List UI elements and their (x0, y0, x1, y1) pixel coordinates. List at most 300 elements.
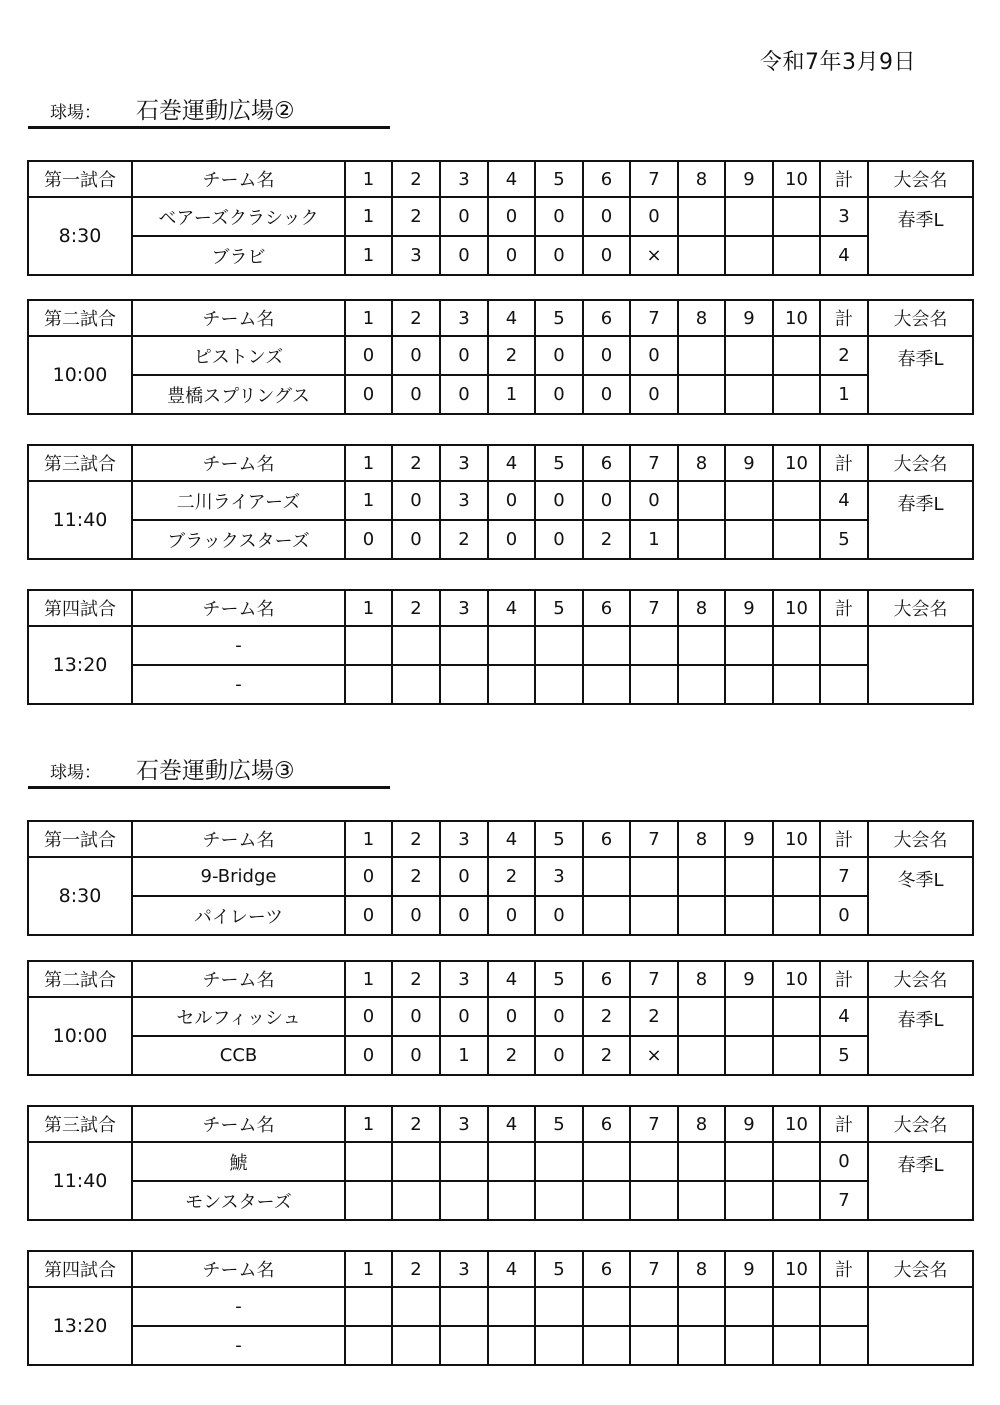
inning-score: 0 (535, 520, 583, 559)
inning-score (535, 665, 583, 704)
team-name: パイレーツ (132, 896, 345, 935)
inning-score (345, 1287, 392, 1326)
inning-score: 0 (392, 1036, 440, 1075)
inning-score (725, 236, 773, 275)
tournament-name: 春季L (868, 997, 973, 1075)
inning-score (725, 1142, 773, 1181)
total-score: 5 (820, 520, 868, 559)
inning-header: 10 (773, 590, 820, 626)
inning-header: 5 (535, 300, 583, 336)
game-label: 第四試合 (28, 1251, 132, 1287)
team-row (28, 1181, 973, 1220)
inning-score: 0 (345, 896, 392, 935)
inning-header: 2 (392, 1251, 440, 1287)
inning-score: 1 (345, 481, 392, 520)
venue-label: 球場： (50, 763, 101, 783)
game-header-row (28, 821, 973, 857)
inning-score: 2 (583, 1036, 630, 1075)
inning-score: 0 (392, 375, 440, 414)
inning-score (630, 1142, 678, 1181)
game-label: 第三試合 (28, 1106, 132, 1142)
total-score: 4 (820, 236, 868, 275)
inning-header: 10 (773, 445, 820, 481)
inning-header: 4 (488, 821, 535, 857)
inning-score (583, 1142, 630, 1181)
inning-score (583, 626, 630, 665)
inning-score: 0 (535, 896, 583, 935)
team-row (28, 481, 973, 520)
total-score: 0 (820, 1142, 868, 1181)
inning-score (583, 1326, 630, 1365)
inning-score (440, 1326, 488, 1365)
inning-score (773, 1142, 820, 1181)
inning-header: 1 (345, 445, 392, 481)
game-header-row (28, 1251, 973, 1287)
inning-header: 9 (725, 1251, 773, 1287)
inning-header: 6 (583, 961, 630, 997)
inning-header: 9 (725, 590, 773, 626)
game-label: 第二試合 (28, 300, 132, 336)
inning-score (535, 1326, 583, 1365)
total-score: 4 (820, 997, 868, 1036)
inning-score: 0 (535, 481, 583, 520)
inning-header: 1 (345, 821, 392, 857)
inning-header: 6 (583, 1106, 630, 1142)
inning-header: 3 (440, 1251, 488, 1287)
inning-score: 2 (392, 197, 440, 236)
inning-score: 1 (488, 375, 535, 414)
tournament-name: 春季L (868, 481, 973, 559)
inning-score: 0 (345, 997, 392, 1036)
inning-score (630, 626, 678, 665)
total-score: 4 (820, 481, 868, 520)
total-header: 計 (820, 300, 868, 336)
inning-header: 9 (725, 1106, 773, 1142)
inning-score (678, 857, 725, 896)
team-row (28, 626, 973, 665)
inning-score (345, 626, 392, 665)
inning-score: 0 (583, 375, 630, 414)
inning-header: 1 (345, 590, 392, 626)
tournament-name (868, 1287, 973, 1365)
inning-header: 3 (440, 590, 488, 626)
inning-score (773, 665, 820, 704)
total-score (820, 665, 868, 704)
game-table (27, 299, 974, 415)
inning-header: 2 (392, 161, 440, 197)
team-name: ベアーズクラシック (132, 197, 345, 236)
inning-score (773, 375, 820, 414)
inning-score (440, 1142, 488, 1181)
team-column-header: チーム名 (132, 300, 345, 336)
inning-header: 10 (773, 961, 820, 997)
game-header-row (28, 300, 973, 336)
inning-header: 9 (725, 161, 773, 197)
inning-header: 10 (773, 1106, 820, 1142)
inning-score (583, 1287, 630, 1326)
inning-score: 2 (488, 1036, 535, 1075)
game-table (27, 960, 974, 1076)
team-row (28, 236, 973, 275)
inning-score: 0 (440, 336, 488, 375)
team-name: ブラックスターズ (132, 520, 345, 559)
inning-score: 2 (583, 997, 630, 1036)
inning-score: 0 (488, 236, 535, 275)
total-score: 0 (820, 896, 868, 935)
inning-header: 7 (630, 590, 678, 626)
inning-score (773, 197, 820, 236)
inning-header: 5 (535, 1106, 583, 1142)
inning-header: 1 (345, 1106, 392, 1142)
inning-score (725, 896, 773, 935)
inning-score (725, 997, 773, 1036)
team-name: セルフィッシュ (132, 997, 345, 1036)
team-name: モンスターズ (132, 1181, 345, 1220)
inning-header: 4 (488, 590, 535, 626)
inning-score (773, 1326, 820, 1365)
inning-score (725, 665, 773, 704)
total-score: 3 (820, 197, 868, 236)
total-score (820, 1287, 868, 1326)
inning-score (392, 626, 440, 665)
team-column-header: チーム名 (132, 1251, 345, 1287)
tournament-name: 冬季L (868, 857, 973, 935)
tournament-name: 春季L (868, 1142, 973, 1220)
inning-header: 5 (535, 161, 583, 197)
inning-score (535, 1181, 583, 1220)
game-time: 10:00 (28, 336, 132, 414)
inning-header: 7 (630, 1251, 678, 1287)
inning-header: 8 (678, 821, 725, 857)
team-column-header: チーム名 (132, 961, 345, 997)
inning-score: 0 (392, 520, 440, 559)
team-name: ピストンズ (132, 336, 345, 375)
inning-score (392, 665, 440, 704)
inning-header: 8 (678, 300, 725, 336)
game-table (27, 589, 974, 705)
inning-score: 0 (440, 197, 488, 236)
tournament-header: 大会名 (868, 1251, 973, 1287)
total-header: 計 (820, 445, 868, 481)
total-header: 計 (820, 961, 868, 997)
inning-score: 3 (392, 236, 440, 275)
inning-score: 1 (630, 520, 678, 559)
game-label: 第二試合 (28, 961, 132, 997)
tournament-header: 大会名 (868, 300, 973, 336)
total-score: 7 (820, 857, 868, 896)
inning-score (725, 197, 773, 236)
team-row (28, 896, 973, 935)
team-name: 9-Bridge (132, 857, 345, 896)
inning-score: 0 (345, 375, 392, 414)
inning-score: 0 (535, 197, 583, 236)
game-header-row (28, 590, 973, 626)
venue-name: 石巻運動広場② (136, 98, 295, 124)
inning-score (678, 665, 725, 704)
inning-score: 0 (488, 997, 535, 1036)
inning-score: 0 (392, 336, 440, 375)
venue-header (28, 752, 390, 789)
team-name: 鯱 (132, 1142, 345, 1181)
inning-score: 0 (583, 481, 630, 520)
venue-label: 球場： (50, 103, 101, 123)
team-column-header: チーム名 (132, 821, 345, 857)
inning-score: 0 (392, 896, 440, 935)
inning-header: 3 (440, 961, 488, 997)
inning-score (630, 665, 678, 704)
inning-score: 2 (630, 997, 678, 1036)
team-row (28, 997, 973, 1036)
inning-header: 8 (678, 1106, 725, 1142)
inning-score: 0 (535, 236, 583, 275)
inning-score: 0 (440, 236, 488, 275)
game-label: 第四試合 (28, 590, 132, 626)
inning-score (773, 626, 820, 665)
game-time: 8:30 (28, 197, 132, 275)
inning-header: 9 (725, 821, 773, 857)
inning-header: 5 (535, 590, 583, 626)
team-name: - (132, 1326, 345, 1365)
inning-score: 0 (630, 481, 678, 520)
inning-score (678, 626, 725, 665)
game-header-row (28, 961, 973, 997)
inning-score (773, 857, 820, 896)
inning-score: 0 (345, 336, 392, 375)
game-label: 第一試合 (28, 161, 132, 197)
schedule-date: 令和7年3月9日 (760, 50, 916, 75)
inning-score: 2 (583, 520, 630, 559)
inning-score (678, 1326, 725, 1365)
tournament-header: 大会名 (868, 961, 973, 997)
inning-score: 0 (583, 336, 630, 375)
inning-header: 2 (392, 300, 440, 336)
inning-score (392, 1287, 440, 1326)
inning-score: 0 (535, 375, 583, 414)
inning-score (488, 1181, 535, 1220)
game-time: 11:40 (28, 1142, 132, 1220)
game-table (27, 1105, 974, 1221)
inning-score (773, 1036, 820, 1075)
total-score: 2 (820, 336, 868, 375)
inning-header: 8 (678, 445, 725, 481)
inning-score (678, 896, 725, 935)
inning-score: 0 (630, 375, 678, 414)
total-score (820, 626, 868, 665)
inning-score (678, 481, 725, 520)
inning-header: 2 (392, 961, 440, 997)
inning-score (773, 896, 820, 935)
inning-header: 2 (392, 821, 440, 857)
total-header: 計 (820, 161, 868, 197)
team-row (28, 520, 973, 559)
inning-score (440, 665, 488, 704)
inning-header: 7 (630, 161, 678, 197)
inning-score: 2 (488, 857, 535, 896)
inning-score: 0 (535, 1036, 583, 1075)
inning-score (725, 1181, 773, 1220)
inning-score: 0 (345, 1036, 392, 1075)
inning-score: 0 (440, 896, 488, 935)
game-time: 8:30 (28, 857, 132, 935)
inning-score (345, 1326, 392, 1365)
inning-score (773, 520, 820, 559)
inning-header: 1 (345, 161, 392, 197)
inning-score (678, 997, 725, 1036)
tournament-header: 大会名 (868, 445, 973, 481)
inning-score (345, 1142, 392, 1181)
inning-score (773, 997, 820, 1036)
inning-score: 1 (345, 236, 392, 275)
inning-header: 3 (440, 821, 488, 857)
inning-score: 0 (440, 857, 488, 896)
game-header-row (28, 1106, 973, 1142)
inning-score: 0 (535, 997, 583, 1036)
game-time: 13:20 (28, 626, 132, 704)
total-header: 計 (820, 1106, 868, 1142)
team-row (28, 665, 973, 704)
inning-header: 9 (725, 300, 773, 336)
team-row (28, 375, 973, 414)
game-header-row (28, 445, 973, 481)
team-row (28, 1287, 973, 1326)
inning-header: 1 (345, 300, 392, 336)
team-row (28, 1036, 973, 1075)
inning-score (773, 336, 820, 375)
inning-header: 4 (488, 161, 535, 197)
inning-header: 4 (488, 1106, 535, 1142)
team-name: 豊橋スプリングス (132, 375, 345, 414)
inning-score (440, 626, 488, 665)
inning-score (725, 857, 773, 896)
game-time: 13:20 (28, 1287, 132, 1365)
team-name: - (132, 626, 345, 665)
team-column-header: チーム名 (132, 445, 345, 481)
inning-score: 0 (440, 375, 488, 414)
tournament-header: 大会名 (868, 1106, 973, 1142)
inning-score (678, 1036, 725, 1075)
game-label: 第一試合 (28, 821, 132, 857)
inning-header: 7 (630, 821, 678, 857)
inning-score (345, 665, 392, 704)
inning-header: 2 (392, 445, 440, 481)
inning-score: 0 (345, 520, 392, 559)
inning-header: 3 (440, 1106, 488, 1142)
team-name: - (132, 1287, 345, 1326)
inning-score: 0 (488, 481, 535, 520)
inning-score: 0 (488, 520, 535, 559)
inning-header: 10 (773, 1251, 820, 1287)
inning-score: 3 (535, 857, 583, 896)
inning-score (488, 1326, 535, 1365)
inning-score (583, 896, 630, 935)
inning-score (725, 481, 773, 520)
inning-score (392, 1142, 440, 1181)
inning-score (725, 1287, 773, 1326)
total-header: 計 (820, 821, 868, 857)
inning-score (630, 1181, 678, 1220)
inning-header: 4 (488, 961, 535, 997)
team-row (28, 197, 973, 236)
inning-score (392, 1181, 440, 1220)
inning-score: 0 (630, 197, 678, 236)
inning-score: 1 (345, 197, 392, 236)
tournament-name: 春季L (868, 197, 973, 275)
inning-header: 6 (583, 590, 630, 626)
inning-score (725, 375, 773, 414)
inning-header: 6 (583, 300, 630, 336)
inning-header: 7 (630, 1106, 678, 1142)
inning-score: × (630, 236, 678, 275)
total-score: 5 (820, 1036, 868, 1075)
inning-score (678, 1287, 725, 1326)
team-name: - (132, 665, 345, 704)
inning-score (773, 481, 820, 520)
inning-score (488, 626, 535, 665)
inning-header: 3 (440, 300, 488, 336)
inning-score: × (630, 1036, 678, 1075)
inning-score (678, 1142, 725, 1181)
inning-header: 8 (678, 1251, 725, 1287)
venue-header (28, 92, 390, 129)
inning-score (630, 1326, 678, 1365)
inning-score (678, 336, 725, 375)
tournament-name (868, 626, 973, 704)
inning-header: 3 (440, 161, 488, 197)
inning-score (678, 1181, 725, 1220)
inning-header: 4 (488, 300, 535, 336)
team-column-header: チーム名 (132, 590, 345, 626)
inning-header: 7 (630, 300, 678, 336)
inning-score: 3 (440, 481, 488, 520)
inning-header: 3 (440, 445, 488, 481)
inning-score (678, 375, 725, 414)
inning-score (440, 1287, 488, 1326)
game-header-row (28, 161, 973, 197)
total-header: 計 (820, 1251, 868, 1287)
game-table (27, 1250, 974, 1366)
inning-score: 1 (440, 1036, 488, 1075)
inning-score: 0 (345, 857, 392, 896)
inning-score (725, 626, 773, 665)
inning-score (535, 1287, 583, 1326)
inning-score: 0 (392, 481, 440, 520)
inning-header: 5 (535, 445, 583, 481)
inning-score (725, 1036, 773, 1075)
inning-score: 0 (440, 997, 488, 1036)
inning-score: 2 (440, 520, 488, 559)
game-table (27, 444, 974, 560)
inning-score (583, 1181, 630, 1220)
inning-header: 1 (345, 1251, 392, 1287)
venue-name: 石巻運動広場③ (136, 758, 295, 784)
inning-score (630, 857, 678, 896)
game-table (27, 820, 974, 936)
inning-score: 0 (392, 997, 440, 1036)
inning-header: 4 (488, 1251, 535, 1287)
team-name: ブラビ (132, 236, 345, 275)
team-name: 二川ライアーズ (132, 481, 345, 520)
inning-header: 7 (630, 445, 678, 481)
inning-score: 0 (488, 896, 535, 935)
inning-score (535, 626, 583, 665)
inning-score (773, 236, 820, 275)
inning-score (535, 1142, 583, 1181)
inning-score (488, 1287, 535, 1326)
inning-score (678, 520, 725, 559)
inning-score (678, 236, 725, 275)
inning-score (392, 1326, 440, 1365)
inning-score (488, 665, 535, 704)
